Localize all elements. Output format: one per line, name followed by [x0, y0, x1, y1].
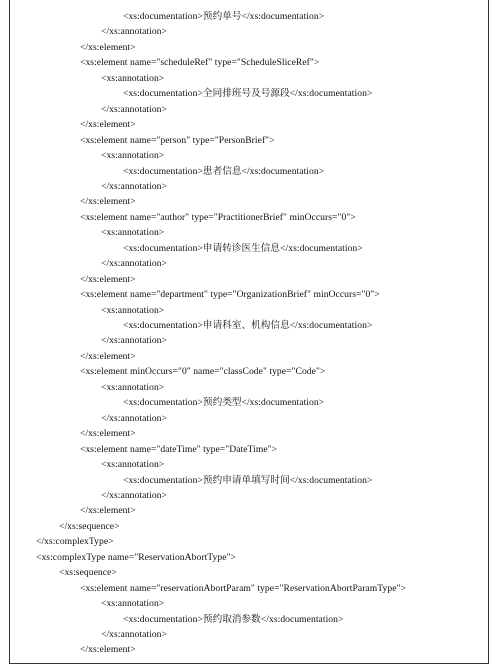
code-line: </xs:element>	[80, 119, 136, 131]
code-line: <xs:element name="dateTime" type="DateTime">	[80, 443, 278, 455]
code-line: <xs:element minOccurs="0" name="classCode" type="Code">	[80, 366, 326, 378]
code-line: <xs:annotation>	[101, 150, 165, 162]
code-line: </xs:element>	[80, 273, 136, 285]
code-line: </xs:annotation>	[101, 335, 167, 347]
code-line: <xs:annotation>	[101, 227, 165, 239]
code-line: <xs:documentation>患者信息</xs:documentation>	[123, 165, 325, 177]
code-line: </xs:element>	[80, 644, 136, 656]
code-line: <xs:annotation>	[101, 598, 165, 610]
code-line: <xs:annotation>	[101, 304, 165, 316]
code-line: </xs:element>	[80, 41, 136, 53]
code-line: <xs:annotation>	[101, 381, 165, 393]
code-line: <xs:documentation>预约申请单填写时间</xs:documentation>	[123, 474, 373, 486]
code-line: <xs:sequence>	[59, 567, 117, 579]
code-line: </xs:annotation>	[101, 26, 167, 38]
code-line: <xs:annotation>	[101, 72, 165, 84]
code-line: </xs:sequence>	[59, 520, 120, 532]
code-line: <xs:element name="person" type="PersonBrief">	[80, 134, 275, 146]
code-line: </xs:element>	[80, 428, 136, 440]
code-line: </xs:annotation>	[101, 180, 167, 192]
code-line: </xs:annotation>	[101, 412, 167, 424]
code-line: </xs:element>	[80, 350, 136, 362]
code-line: <xs:element name="scheduleRef" type="ScheduleSliceRef">	[80, 57, 320, 69]
code-line: <xs:annotation>	[101, 459, 165, 471]
code-line: </xs:element>	[80, 196, 136, 208]
code-line: <xs:documentation>预约取消参数</xs:documentation>	[123, 613, 344, 625]
document-page	[9, 0, 489, 664]
code-line: <xs:element name="department" type="OrganizationBrief" minOccurs="0">	[80, 289, 380, 301]
code-line: <xs:complexType name="ReservationAbortType">	[36, 551, 236, 563]
code-line: </xs:annotation>	[101, 258, 167, 270]
code-line: </xs:complexType>	[36, 536, 114, 548]
code-line: </xs:annotation>	[101, 629, 167, 640]
code-line: <xs:documentation>预约单号</xs:documentation>	[123, 11, 325, 22]
code-line: <xs:element name="reservationAbortParam" type="ReservationAbortParamType">	[80, 582, 406, 594]
code-line: <xs:documentation>全同排班号及号源段</xs:documentation>	[123, 88, 373, 100]
code-line: <xs:documentation>申请转诊医生信息</xs:documentation>	[123, 242, 363, 254]
code-line: <xs:documentation>预约类型</xs:documentation>	[123, 397, 325, 409]
code-line: </xs:element>	[80, 505, 136, 517]
code-line: </xs:annotation>	[101, 103, 167, 115]
code-line: <xs:documentation>申请科室、机构信息</xs:documentation>	[123, 320, 373, 331]
code-line: <xs:element name="author" type="PractitionerBrief" minOccurs="0">	[80, 211, 356, 223]
code-line: </xs:annotation>	[101, 489, 167, 501]
